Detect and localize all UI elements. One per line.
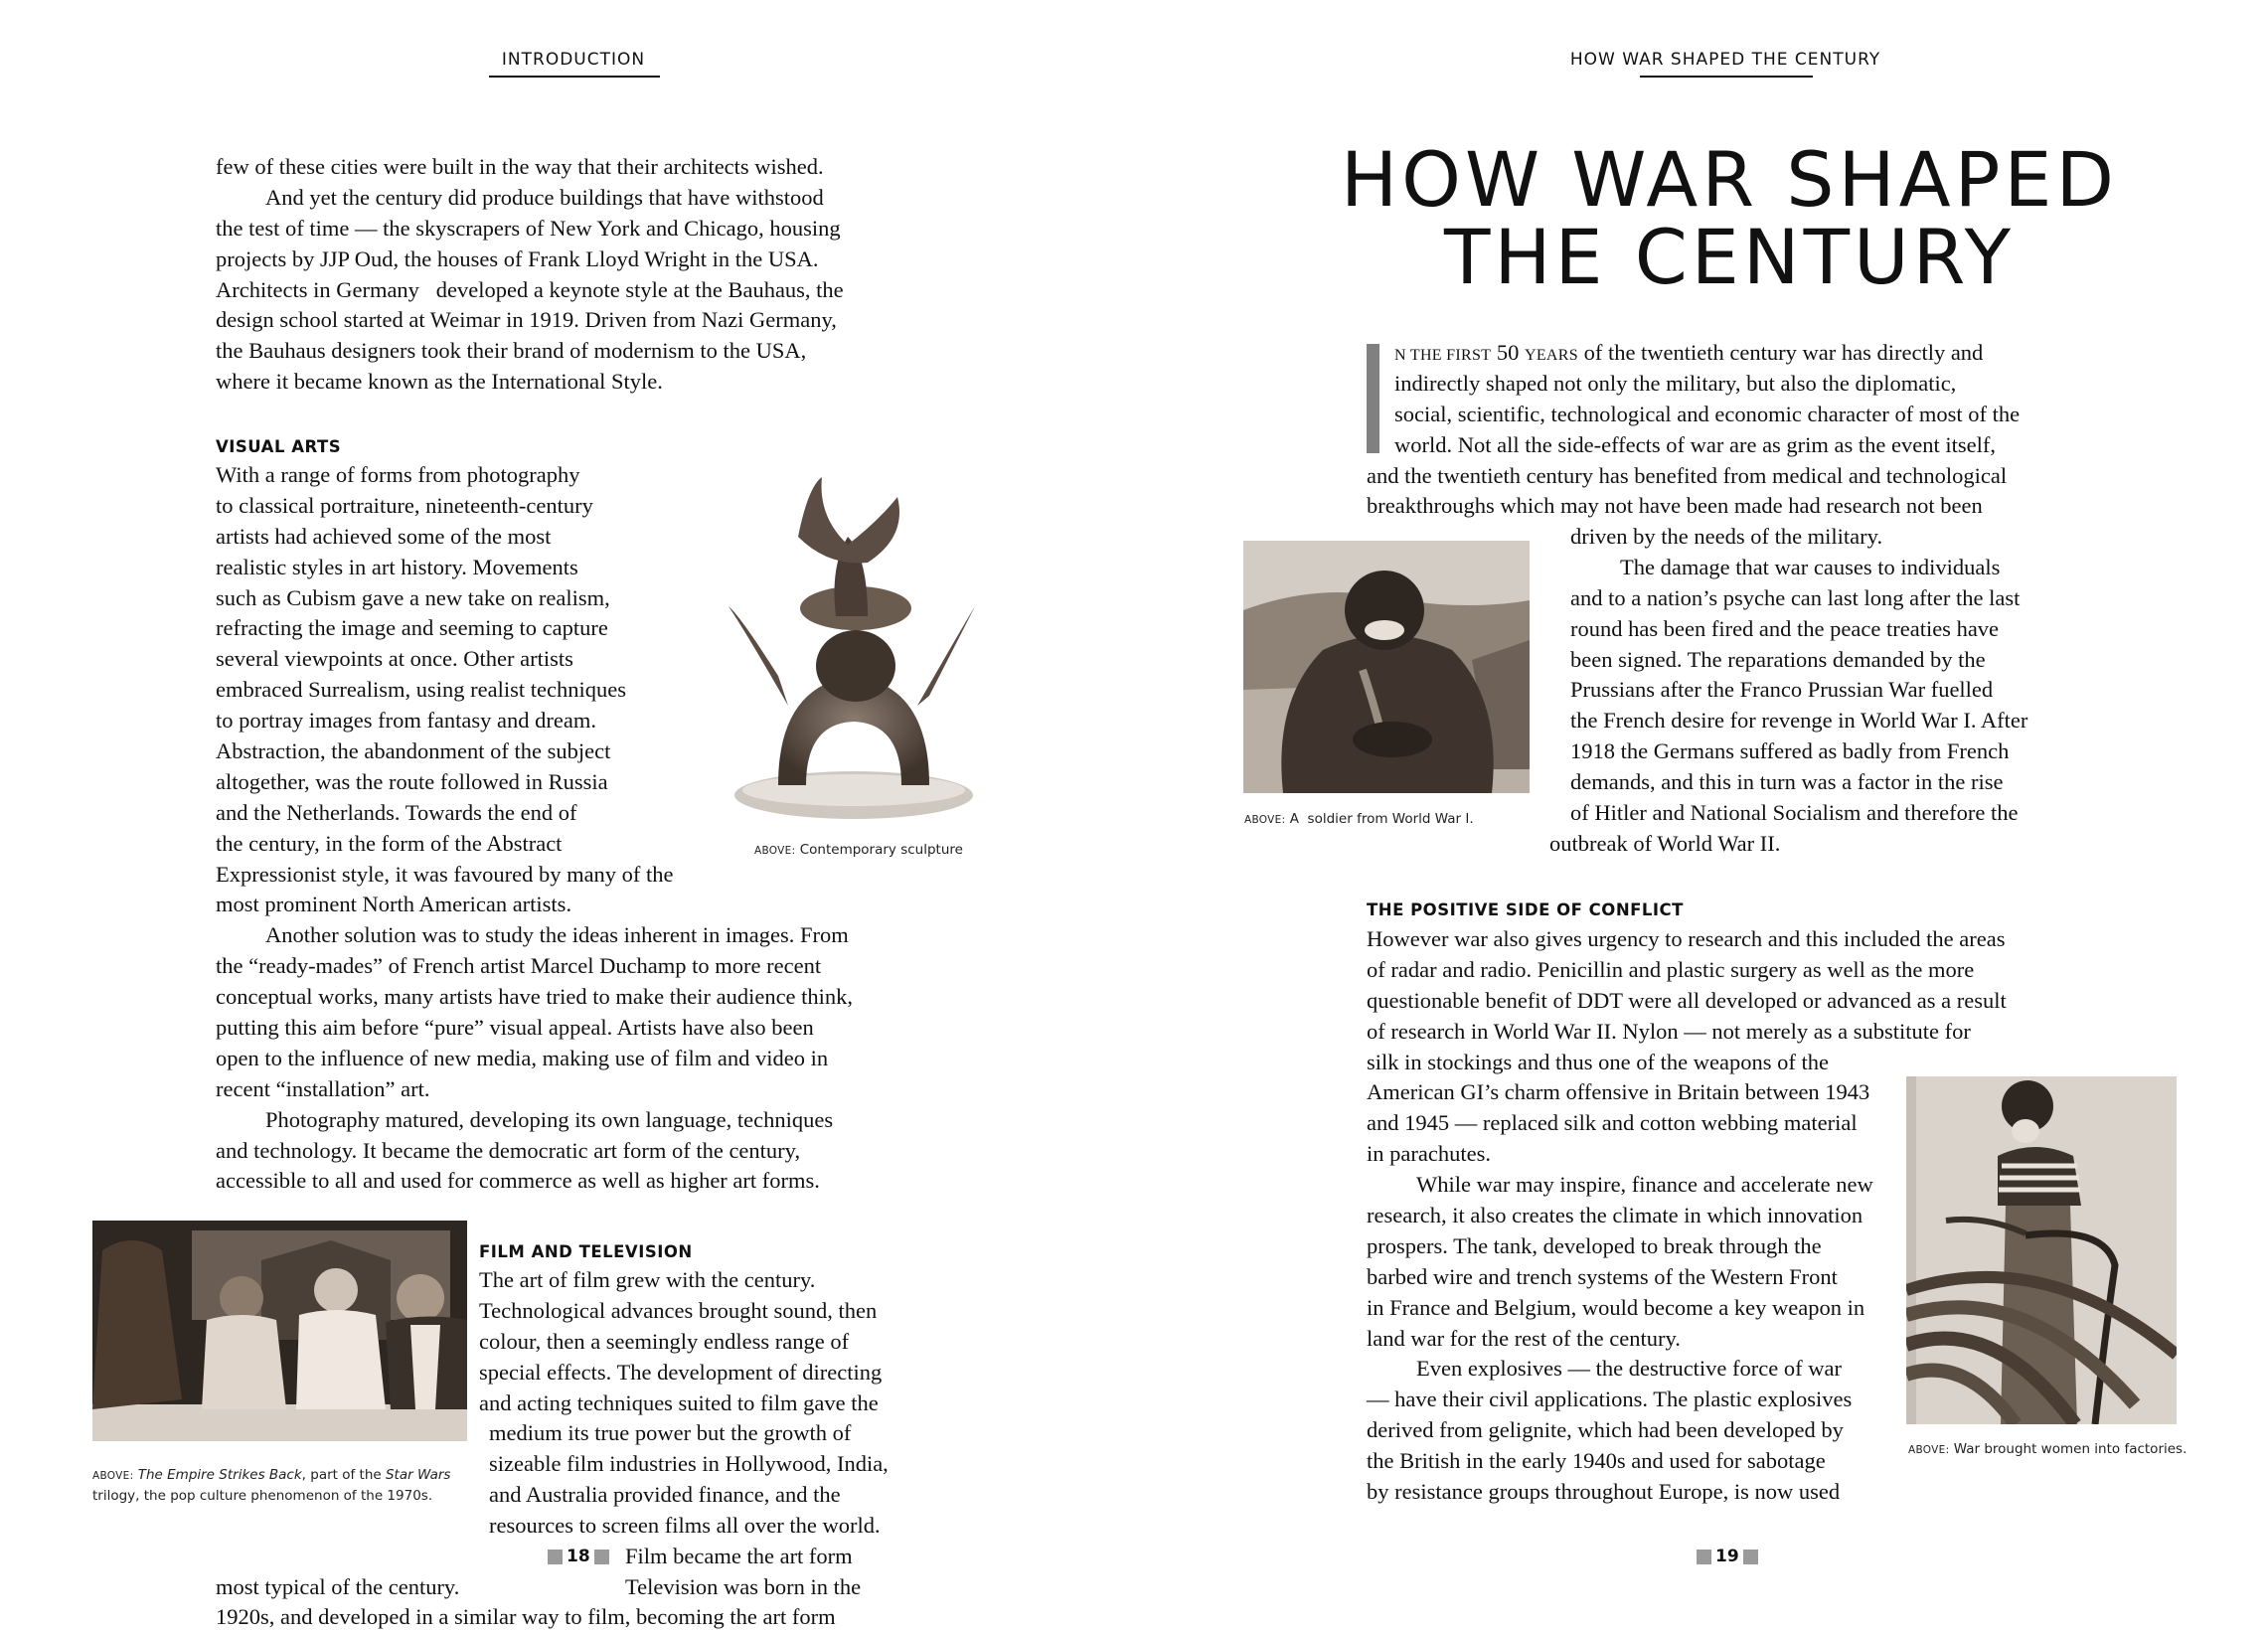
chapter-title-line-2: THE CENTURY: [1443, 213, 2016, 301]
page-number-left: [548, 1547, 609, 1566]
lead-line: [1367, 338, 2020, 369]
caption-text: A soldier from World War I.: [1289, 811, 1474, 827]
text-line: and technology. It became the democratic art form of the century,: [216, 1137, 801, 1163]
text-line: in parachutes.: [1367, 1141, 1491, 1167]
text-line: the test of time — the skyscrapers of New York and Chicago, housing: [216, 215, 841, 241]
running-head-right: HOW WAR SHAPED THE CENTURY: [1569, 50, 1881, 70]
text-line: putting this aim before “pure” visual appeal. Artists have also been: [216, 1015, 814, 1041]
text-line: of research in World War II. Nylon — not merely as a substitute for: [1367, 1018, 1971, 1044]
text-line: in France and Belgium, would become a key weapon in: [1367, 1294, 1865, 1320]
text-line: Technological advances brought sound, then: [479, 1297, 878, 1323]
text-line: most prominent North American artists.: [216, 892, 572, 917]
text-line: Even explosives — the destructive force of war: [1416, 1356, 1842, 1382]
text-line: derived from gelignite, which had been developed by: [1367, 1417, 1844, 1443]
caption-text: Contemporary sculpture: [799, 842, 963, 858]
text-line: open to the influence of new media, making use of film and video in: [216, 1045, 829, 1070]
text-line: driven by the needs of the military.: [1570, 524, 1883, 549]
text-line: artists had achieved some of the most: [216, 523, 552, 549]
text-line: colour, then a seemingly endless range of: [479, 1328, 850, 1354]
text-line: several viewpoints at once. Other artists: [216, 646, 573, 672]
text-line: sizeable film industries in Hollywood, India,: [489, 1451, 889, 1477]
text-line: research, it also creates the climate in which innovation: [1367, 1203, 1863, 1228]
text-line: round has been fired and the peace treaties have: [1570, 615, 2000, 641]
text-line: the century, in the form of the Abstract: [216, 830, 563, 856]
page-number-text: 19: [1715, 1547, 1739, 1566]
text-line: The damage that war causes to individuals: [1620, 554, 2001, 579]
text-line: However war also gives urgency to research and this included the areas: [1367, 926, 2006, 951]
lead-smallcaps: YEARS: [1525, 347, 1578, 364]
factory-caption: [1908, 1439, 2187, 1460]
text-line: to portray images from fantasy and dream.: [216, 708, 596, 734]
factory-photo: [1906, 1076, 2177, 1424]
caption-label: ABOVE:: [754, 845, 796, 857]
caption-text: , part of the: [301, 1467, 386, 1483]
text-line: outbreak of World War II.: [1549, 830, 1781, 856]
sculpture-caption: [754, 840, 963, 861]
text-line: Another solution was to study the ideas inherent in images. From: [265, 922, 849, 948]
intro-text: [216, 152, 844, 398]
chapter-title-line-1: HOW WAR SHAPED: [1341, 135, 2118, 224]
text-line: of Hitler and National Socialism and therefore the: [1570, 800, 2019, 826]
text-line: silk in stockings and thus one of the weapons of the: [1367, 1049, 1829, 1074]
intro-text-right-wrap: [1549, 522, 2028, 860]
intro-text-right: [1367, 338, 2020, 522]
text-line: the “ready-mades” of French artist Marcel Duchamp to more recent: [216, 953, 822, 979]
page-number-marker: [1743, 1550, 1758, 1564]
text-line: and the twentieth century has benefited from medical and technological: [1367, 462, 2008, 488]
page-number-marker: [594, 1550, 609, 1564]
section-heading-visual-arts: VISUAL ARTS: [216, 437, 342, 456]
sculpture-photo: [719, 467, 979, 837]
caption-label: ABOVE:: [1908, 1444, 1950, 1456]
text-line: the Bauhaus designers took their brand of modernism to the USA,: [216, 338, 807, 364]
text-line: such as Cubism gave a new take on realism,: [216, 584, 610, 610]
text-line: 1918 the Germans suffered as badly from French: [1570, 738, 2010, 764]
lead-rest: of the twentieth century war has directly and: [1577, 340, 1984, 365]
text-line: — have their civil applications. The plastic explosives: [1367, 1387, 1853, 1412]
text-line: With a range of forms from photography: [216, 462, 580, 487]
text-line: Photography matured, developing its own language, techniques: [265, 1106, 834, 1132]
text-line: indirectly shaped not only the military, but also the diplomatic,: [1394, 370, 1957, 396]
text-line: and 1945 — replaced silk and cotton webbing material: [1367, 1110, 1858, 1136]
text-line: recent “installation” art.: [216, 1075, 430, 1101]
star-wars-photo: [92, 1221, 467, 1441]
text-line: accessible to all and used for commerce as well as higher art forms.: [216, 1168, 820, 1194]
text-line: to classical portraiture, nineteenth-century: [216, 492, 593, 518]
caption-film-title-2: Star Wars: [385, 1467, 451, 1483]
text-line: where it became known as the International Style.: [216, 369, 663, 395]
text-line: and to a nation’s psyche can last long after the last: [1570, 584, 2021, 610]
text-line: the British in the early 1940s and used for sabotage: [1367, 1448, 1826, 1474]
text-line: of radar and radio. Penicillin and plastic surgery as well as the more: [1367, 956, 1975, 982]
page-number-text: 18: [567, 1547, 590, 1566]
text-line: social, scientific, technological and economic character of most of the: [1394, 401, 2021, 426]
text-line: breakthroughs which may not have been made had research not been: [1367, 493, 1983, 519]
text-line: realistic styles in art history. Movements: [216, 554, 578, 579]
text-line: prospers. The tank, developed to break through the: [1367, 1232, 1822, 1258]
text-line: refracting the image and seeming to capture: [216, 615, 608, 641]
text-line: medium its true power but the growth of: [489, 1420, 852, 1446]
film-text-line: Television was born in the: [625, 1574, 862, 1599]
caption-label: ABOVE:: [92, 1470, 134, 1482]
text-line: been signed. The reparations demanded by the: [1570, 646, 1986, 672]
text-line: Architects in Germany developed a keynote style at the Bauhaus, the: [216, 276, 844, 302]
chapter-title: [1292, 135, 2167, 301]
text-line: by resistance groups throughout Europe, is now used: [1367, 1479, 1841, 1505]
text-line: questionable benefit of DDT were all developed or advanced as a result: [1367, 987, 2007, 1013]
section-heading-film: FILM AND TELEVISION: [479, 1242, 693, 1261]
text-line: land war for the rest of the century.: [1367, 1325, 1681, 1351]
text-line: world. Not all the side-effects of war are as grim as the event itself,: [1394, 431, 1996, 457]
page-number-marker: [1697, 1550, 1711, 1564]
caption-text-line-2: trilogy, the pop culture phenomenon of the 1970s.: [92, 1488, 433, 1504]
text-line: the French desire for revenge in World War I. After: [1570, 708, 2028, 734]
caption-film-title: The Empire Strikes Back: [137, 1467, 302, 1483]
lead-number: 50: [1496, 340, 1520, 365]
text-line: projects by JJP Oud, the houses of Frank Lloyd Wright in the USA.: [216, 245, 819, 271]
text-line: American GI’s charm offensive in Britain between 1943: [1367, 1079, 1870, 1105]
soldier-photo: [1243, 541, 1530, 793]
text-line: The art of film grew with the century.: [479, 1267, 816, 1292]
running-head-rule: [489, 76, 660, 78]
caption-label: ABOVE:: [1244, 814, 1286, 826]
film-text-line: 1920s, and developed in a similar way to film, becoming the art form: [216, 1604, 836, 1629]
page-number-marker: [548, 1550, 563, 1564]
star-wars-caption: [92, 1465, 450, 1506]
lead-smallcaps: N THE FIRST: [1394, 347, 1492, 364]
text-line: And yet the century did produce buildings that have withstood: [265, 184, 824, 210]
text-line: and the Netherlands. Towards the end of: [216, 799, 577, 825]
film-text-line: Film became the art form: [625, 1544, 853, 1568]
film-text: [479, 1265, 889, 1542]
text-line: Abstraction, the abandonment of the subject: [216, 738, 611, 764]
caption-text: War brought women into factories.: [1953, 1441, 2187, 1457]
running-head-rule: [1640, 76, 1813, 78]
section-heading-positive: THE POSITIVE SIDE OF CONFLICT: [1367, 900, 1684, 919]
page-number-right: [1697, 1547, 1758, 1566]
text-line: and Australia provided finance, and the: [489, 1482, 841, 1508]
text-line: Expressionist style, it was favoured by many of the: [216, 861, 674, 887]
text-line: embraced Surrealism, using realist techniques: [216, 677, 626, 703]
text-line: altogether, was the route followed in Russia: [216, 768, 608, 794]
text-line: Prussians after the Franco Prussian War fuelled: [1570, 677, 1994, 703]
text-line: and acting techniques suited to film gave the: [479, 1389, 879, 1415]
film-text-line: most typical of the century.: [216, 1574, 460, 1599]
text-line: resources to screen films all over the world.: [489, 1513, 881, 1539]
text-line: few of these cities were built in the way that their architects wished.: [216, 154, 824, 179]
soldier-caption: [1244, 809, 1474, 830]
text-line: While war may inspire, finance and accelerate new: [1416, 1172, 1873, 1198]
text-line: conceptual works, many artists have tried to make their audience think,: [216, 984, 854, 1010]
text-line: barbed wire and trench systems of the Western Front: [1367, 1263, 1838, 1289]
text-line: design school started at Weimar in 1919. Driven from Nazi Germany,: [216, 307, 837, 333]
text-line: special effects. The development of directing: [479, 1359, 883, 1385]
text-line: demands, and this in turn was a factor in the rise: [1570, 769, 2004, 795]
running-head-left: INTRODUCTION: [501, 50, 646, 70]
